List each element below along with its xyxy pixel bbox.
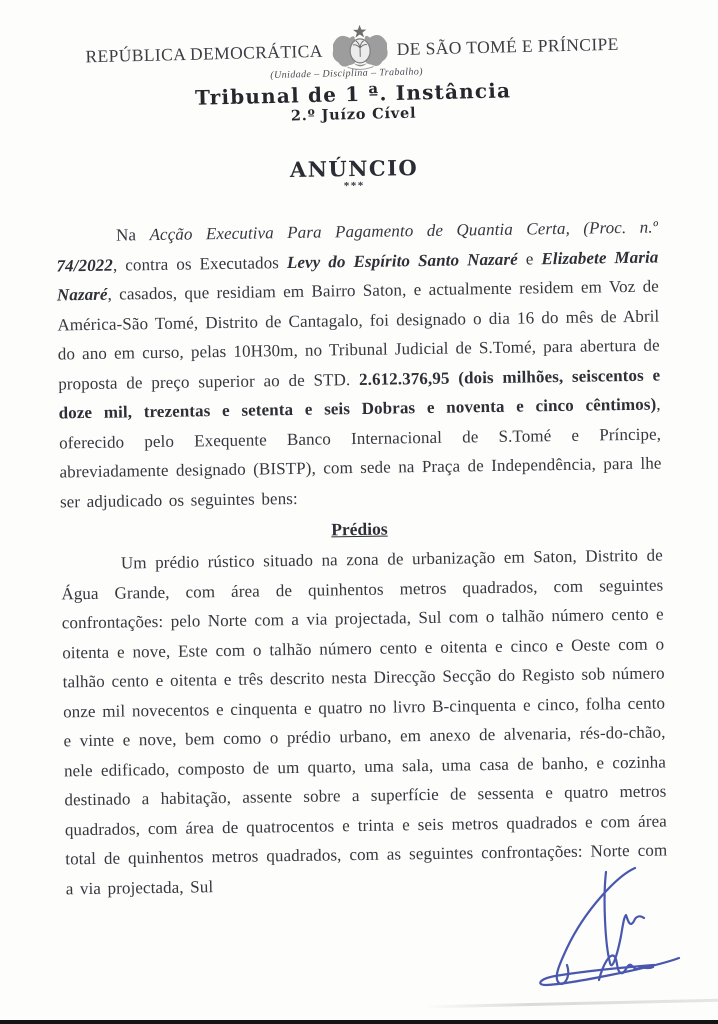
text-run: , oferecido pelo Exequente Banco Internacional de S.Tomé e Príncipe, abreviadamente designado (BISTP), com sede na Praça de Independência, para lhe ser adjudicado os seguintes bens: — [58, 394, 662, 511]
title-separator-stars: *** — [343, 179, 365, 193]
national-motto: (Unidade – Disciplina – Trabalho) — [270, 66, 424, 81]
paragraph-property-description: Um prédio rústico situado na zona de urbanização em Saton, Distrito de Água Grande, com área de quinhentos metros quadrados, com seguintes confrontações: pelo Norte com a via projectada, Sul com o talhão número cento e oitenta e nove, Este com o talhão número cento e oitenta e cinco e Oeste com o talhão cento e oitenta e três descrito nesta Direcção Secção do Registo sob número onze mil novecentos e cinquenta e quatro no livro B-cinquenta e cinco, folha cento e vinte e nove, bem como o prédio urbano, em anexo de alvenaria, rés-do-chão, nele edificado, composto de um quarto, uma sala, uma casa de banho, e cozinha destinado a habitação, assente sobre a superfície de sessenta e quatro metros quadrados, com área de quatrocentos e trinta e seis metros quadrados e com área total de quinhentos metros quadrados, com as seguintes confrontações: Norte com a via projectada, Sul — [61, 545, 668, 898]
country-title-right: DE SÃO TOMÉ E PRÍNCIPE — [396, 33, 619, 59]
case-type-italic: Acção Executiva Para Pagamento de Quantia Certa, (Proc. n.º — [149, 217, 659, 245]
text-run: , casados, que residiam em Bairro Saton, e actualmente residem em Voz de América-São Tomé, Distrito de Cantagalo, foi designado o dia 16 do mês de Abril do ano em curso, pelas 10H30m, no Tribunal Judicial de S.Tomé, para abertura de proposta de preço superior ao de STD. — [57, 276, 660, 393]
scan-fold-artifact — [425, 999, 718, 1009]
document-title: ANÚNCIO — [289, 155, 419, 182]
court-name: Tribunal de 1 ª. Instância — [194, 78, 512, 110]
text-run: Na — [115, 225, 150, 245]
executed-name-2: Elizabete Maria Nazaré — [56, 247, 659, 305]
document-header — [0, 22, 713, 132]
paragraph-execution-notice — [56, 213, 662, 517]
text-run: , contra os Executados — [112, 252, 288, 275]
coat-of-arms-icon — [329, 23, 390, 71]
country-title-left: REPÚBLICA DEMOCRÁTICA — [85, 40, 323, 67]
section-heading-predios: Prédios — [331, 518, 388, 540]
court-division: 2.º Juízo Cível — [290, 104, 417, 125]
executed-name-1: Levy do Espírito Santo Nazaré — [286, 249, 518, 272]
case-number: 74/2022 — [56, 255, 114, 275]
scanner-edge-bar — [0, 1020, 718, 1024]
auction-amount: 2.612.376,95 (dois milhões, seiscentos e doze mil, trezentas e setenta e seis Dobras e noventa e cinco cêntimos) — [58, 365, 661, 423]
text-run: e — [517, 248, 542, 269]
